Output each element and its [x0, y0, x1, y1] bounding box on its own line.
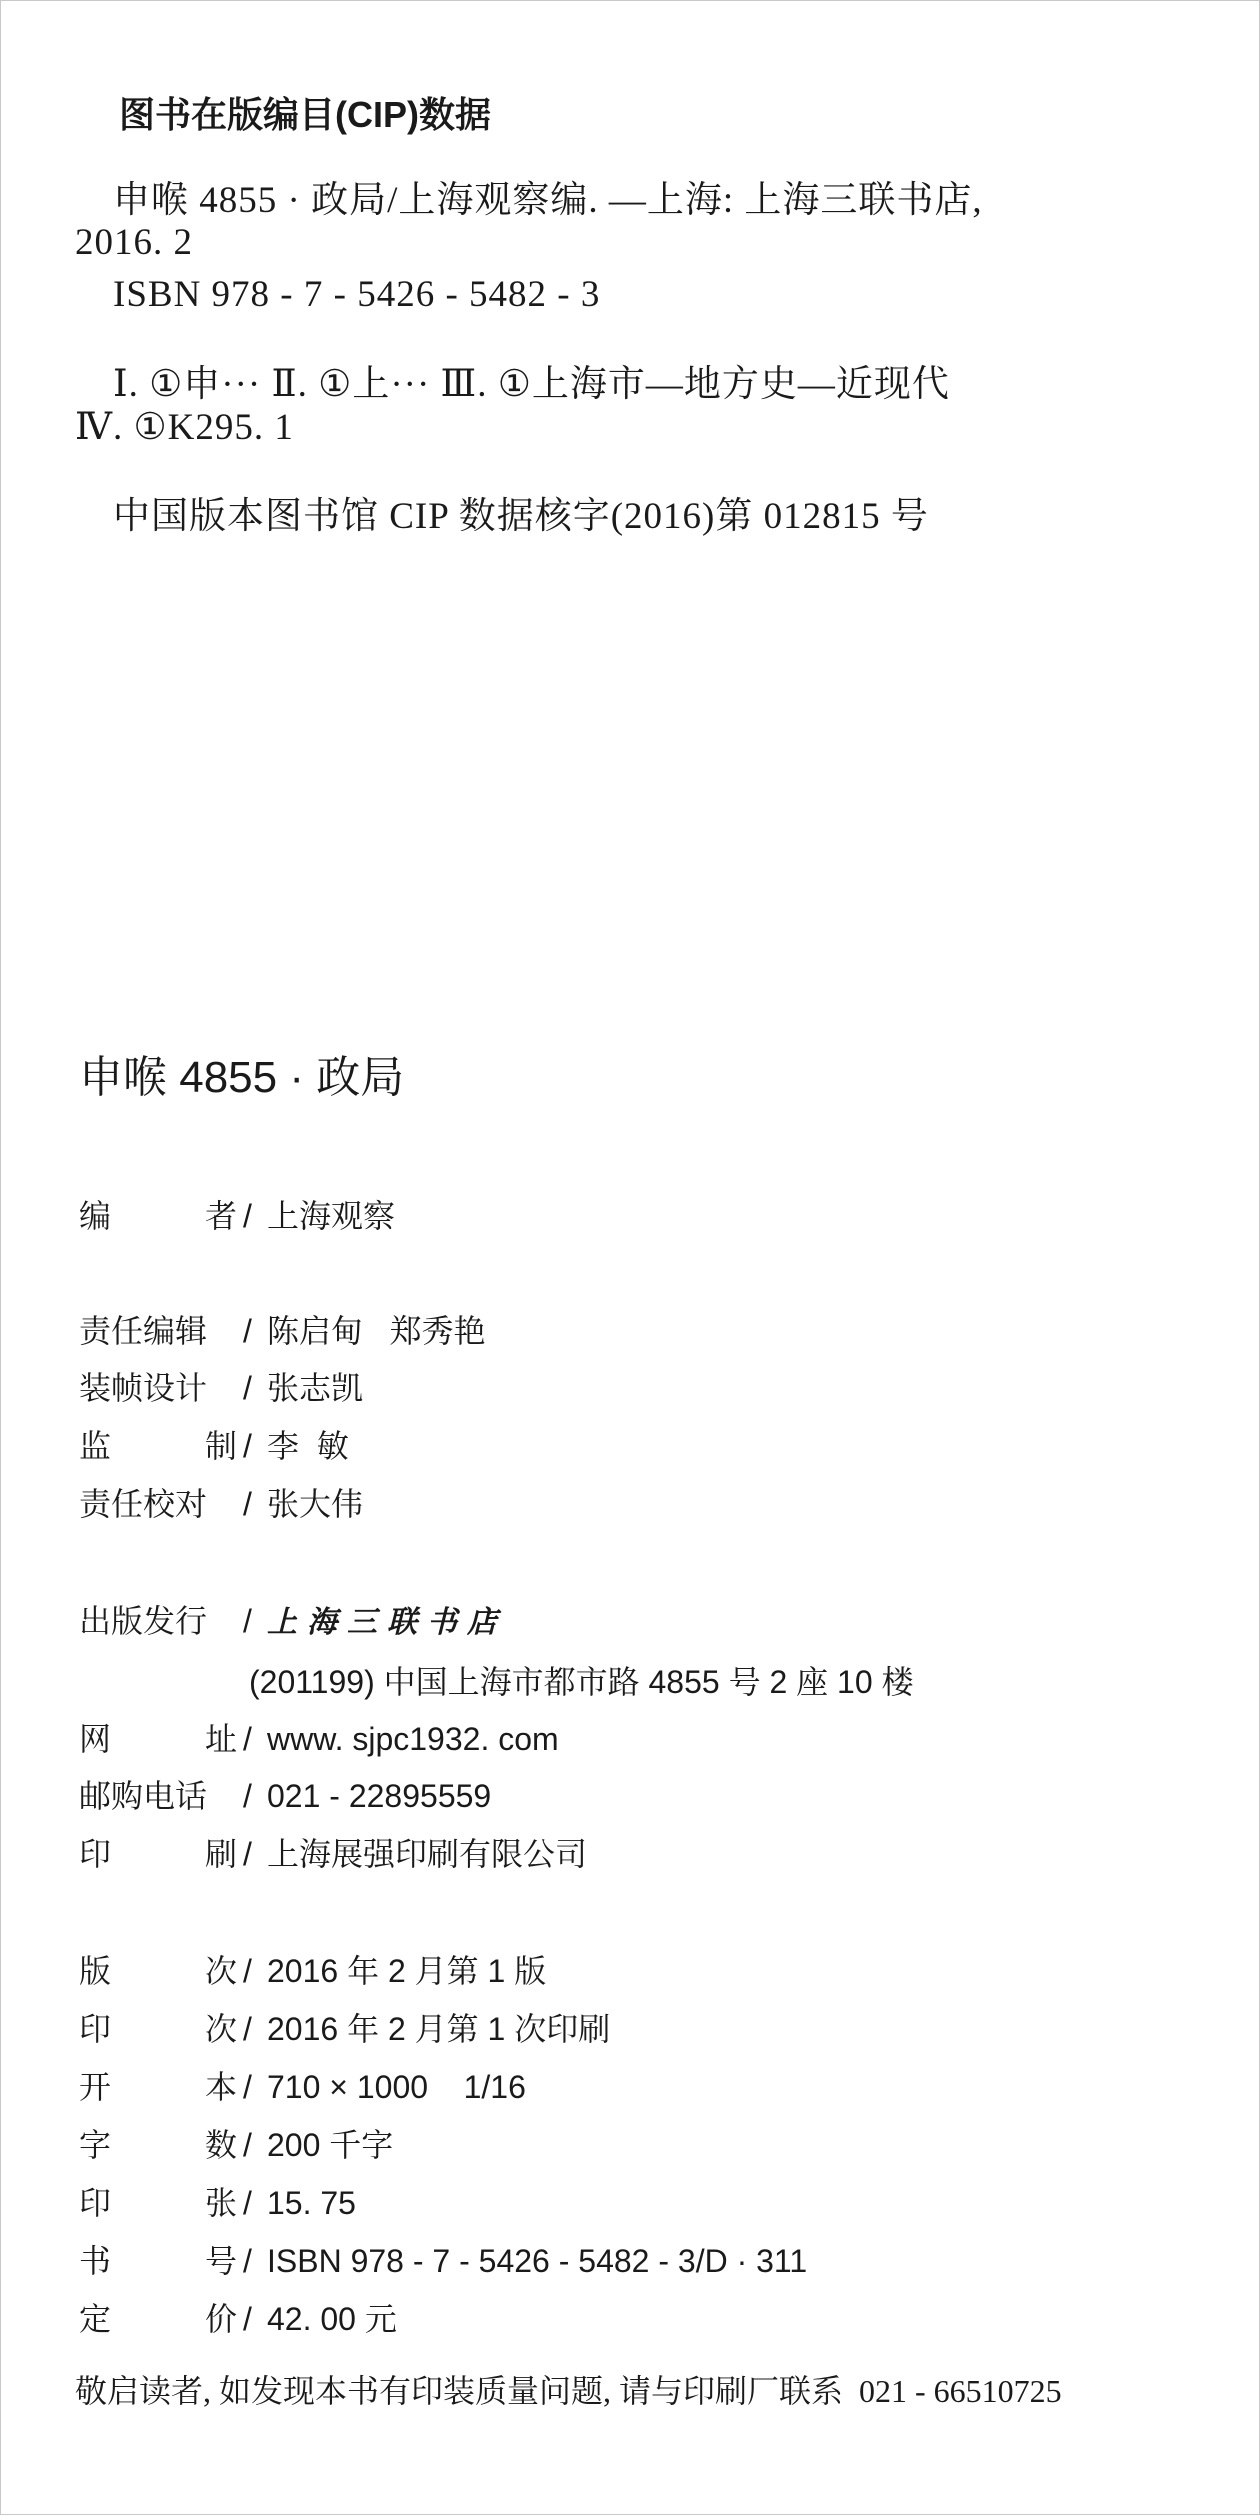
spec-value: 15. 75 — [267, 2185, 356, 2221]
contact-row-printer — [79, 1829, 587, 1875]
credit-label — [79, 1306, 237, 1352]
separator: / — [243, 1721, 252, 1757]
credit-value: 李 敏 — [267, 1428, 349, 1464]
spec-label — [79, 2236, 237, 2282]
label-char: 印 — [79, 2011, 112, 2047]
spec-value: 2016 年 2 月第 1 版 — [267, 1953, 547, 1989]
contact-value: 上海展强印刷有限公司 — [267, 1836, 588, 1872]
credit-row-responsible-editor — [79, 1306, 486, 1352]
cip-title: 图书在版编目(CIP)数据 — [119, 94, 491, 135]
spec-value: ISBN 978 - 7 - 5426 - 5482 - 3/D · 311 — [267, 2243, 808, 2279]
reader-notice: 敬启读者, 如发现本书有印装质量问题, 请与印刷厂联系 021 - 66510725 — [75, 2373, 1062, 2409]
contact-label — [79, 1829, 237, 1875]
separator: / — [243, 1370, 252, 1406]
spec-label — [79, 2004, 237, 2050]
label-text: 责任编辑 — [79, 1313, 208, 1349]
cip-line: 申喉 4855 · 政局/上海观察编. —上海: 上海三联书店, — [113, 180, 983, 221]
cip-line: 2016. 2 — [75, 222, 193, 263]
cip-line: Ⅰ. ①申··· Ⅱ. ①上··· Ⅲ. ①上海市—地方史—近现代 — [113, 364, 950, 405]
spec-label — [79, 1946, 237, 1992]
spec-row-printing — [79, 2004, 610, 2050]
label-char: 刷 — [204, 1836, 237, 1872]
spec-label — [79, 2062, 237, 2108]
publisher-label — [79, 1596, 237, 1642]
credit-label — [79, 1421, 237, 1467]
label-char: 网 — [79, 1721, 112, 1757]
separator: / — [243, 2185, 252, 2221]
label-text: 出版发行 — [79, 1603, 208, 1639]
label-char: 号 — [204, 2243, 237, 2279]
label-char: 印 — [79, 2185, 112, 2221]
spec-value: 200 千字 — [267, 2127, 394, 2163]
spec-label — [79, 2294, 237, 2340]
contact-label — [79, 1714, 237, 1760]
label-char: 版 — [79, 1953, 112, 1989]
label-char: 本 — [204, 2069, 237, 2105]
spec-value: 710 × 1000 1/16 — [267, 2069, 526, 2105]
separator: / — [243, 1778, 252, 1814]
credit-row-supervisor — [79, 1421, 349, 1467]
spec-row-format — [79, 2062, 526, 2108]
cip-line: Ⅳ. ①K295. 1 — [75, 407, 294, 448]
separator: / — [243, 2243, 252, 2279]
spec-value: 2016 年 2 月第 1 次印刷 — [267, 2011, 611, 2047]
cip-line: 中国版本图书馆 CIP 数据核字(2016)第 012815 号 — [113, 496, 929, 537]
spec-label — [79, 2120, 237, 2166]
label-char: 数 — [204, 2127, 237, 2163]
separator: / — [243, 1428, 252, 1464]
spec-row-word-count — [79, 2120, 393, 2166]
label-char: 址 — [204, 1721, 237, 1757]
spec-row-sheets — [79, 2178, 356, 2224]
contact-label — [79, 1771, 237, 1817]
contact-row-phone — [79, 1771, 491, 1817]
publisher-calligraphy-name: 上海三联书店 — [267, 1605, 507, 1640]
separator: / — [243, 1198, 252, 1234]
spec-row-isbn — [79, 2236, 807, 2282]
contact-value: 021 - 22895559 — [267, 1778, 492, 1814]
separator: / — [243, 1836, 252, 1872]
contact-value: www. sjpc1932. com — [267, 1721, 559, 1757]
credit-label — [79, 1363, 237, 1409]
credit-value: 张志凯 — [267, 1370, 364, 1406]
spec-row-price — [79, 2294, 397, 2340]
spec-row-edition — [79, 1946, 546, 1992]
contact-row-website — [79, 1714, 559, 1760]
label-char: 次 — [204, 1953, 237, 1989]
publisher-row — [79, 1596, 507, 1642]
credit-row-proofreader — [79, 1479, 363, 1525]
credit-value: 上海观察 — [267, 1198, 396, 1234]
label-char: 张 — [204, 2185, 237, 2221]
credit-label — [79, 1479, 237, 1525]
label-char: 制 — [204, 1428, 237, 1464]
label-char: 字 — [79, 2127, 112, 2163]
book-title: 申喉 4855 · 政局 — [79, 1053, 405, 1102]
separator: / — [243, 2069, 252, 2105]
label-char: 价 — [204, 2301, 237, 2337]
credit-row-editor — [79, 1191, 395, 1237]
label-char: 开 — [79, 2069, 112, 2105]
separator: / — [243, 2011, 252, 2047]
separator: / — [243, 1953, 252, 1989]
publisher-address: (201199) 中国上海市都市路 4855 号 2 座 10 楼 — [249, 1664, 914, 1700]
label-char: 定 — [79, 2301, 112, 2337]
spec-label — [79, 2178, 237, 2224]
label-char: 监 — [79, 1428, 112, 1464]
credit-value: 陈启甸 郑秀艳 — [267, 1313, 486, 1349]
spec-value: 42. 00 元 — [267, 2301, 397, 2337]
label-char: 者 — [204, 1198, 237, 1234]
label-char: 次 — [204, 2011, 237, 2047]
label-text: 邮购电话 — [79, 1778, 208, 1814]
separator: / — [243, 1486, 252, 1522]
label-char: 书 — [79, 2243, 112, 2279]
label-text: 装帧设计 — [79, 1370, 208, 1406]
cip-line: ISBN 978 - 7 - 5426 - 5482 - 3 — [113, 274, 601, 315]
separator: / — [243, 1603, 252, 1639]
separator: / — [243, 2127, 252, 2163]
label-char: 编 — [79, 1198, 112, 1234]
credit-value: 张大伟 — [267, 1486, 364, 1522]
label-char: 印 — [79, 1836, 112, 1872]
label-text: 责任校对 — [79, 1486, 208, 1522]
credit-row-design — [79, 1363, 363, 1409]
separator: / — [243, 1313, 252, 1349]
separator: / — [243, 2301, 252, 2337]
credit-label — [79, 1191, 237, 1237]
